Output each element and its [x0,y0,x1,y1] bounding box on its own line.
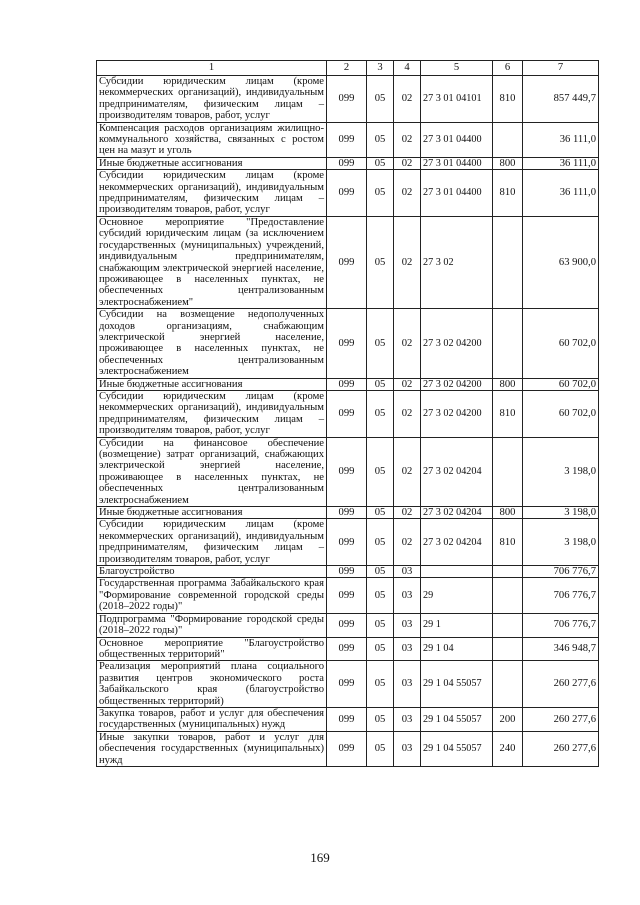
section-code: 05 [367,637,394,661]
section-code: 05 [367,566,394,578]
subsection-code: 02 [394,437,421,506]
amount: 60 702,0 [523,390,599,437]
item-name: Субсидии на финансовое обеспечение (возмещение) затрат организаций, снабжающих электрической энергией население, проживающее в населенных пунктах, не обеспеченных централизованным электроснабжением [97,437,327,506]
expense-type-code: 810 [493,519,523,566]
amount: 706 776,7 [523,613,599,637]
header-cell: 2 [327,61,367,76]
expense-type-code: 200 [493,707,523,731]
expense-type-code: 800 [493,507,523,519]
target-article-code: 29 1 [421,613,493,637]
expense-type-code [493,578,523,613]
amount: 3 198,0 [523,507,599,519]
table-row [97,566,599,578]
subsection-code: 03 [394,613,421,637]
target-article-code: 27 3 02 04204 [421,507,493,519]
ministry-code: 099 [327,707,367,731]
section-code: 05 [367,216,394,308]
expense-type-code: 810 [493,390,523,437]
subsection-code: 03 [394,637,421,661]
expense-type-code: 810 [493,170,523,217]
table-row [97,216,599,308]
table-row [97,76,599,123]
subsection-code: 03 [394,578,421,613]
table-row [97,170,599,217]
ministry-code: 099 [327,122,367,157]
table-row [97,437,599,506]
ministry-code: 099 [327,378,367,390]
table-row [97,507,599,519]
expense-type-code: 240 [493,731,523,766]
expense-type-code: 800 [493,157,523,169]
item-name: Субсидии юридическим лицам (кроме некоммерческих организаций), индивидуальным предпринимателям, физическим лицам – производителям товаров, работ, услуг [97,519,327,566]
section-code: 05 [367,661,394,708]
table-row [97,661,599,708]
target-article-code: 27 3 01 04101 [421,76,493,123]
target-article-code: 27 3 02 04204 [421,437,493,506]
ministry-code: 099 [327,216,367,308]
expense-type-code: 810 [493,76,523,123]
expense-type-code [493,309,523,378]
ministry-code: 099 [327,613,367,637]
subsection-code: 02 [394,216,421,308]
item-name: Основное мероприятие "Предоставление субсидий юридическим лицам (за исключением государственных (муниципальных) учреждений, индивидуальным предпринимателям, снабжающим электрической энергией население, проживающее в населенных пунктах, не обеспеченных централизованным электроснабжением" [97,216,327,308]
table-row [97,637,599,661]
section-code: 05 [367,378,394,390]
table-row [97,309,599,378]
target-article-code: 27 3 02 04204 [421,519,493,566]
amount: 260 277,6 [523,707,599,731]
target-article-code: 29 1 04 55057 [421,707,493,731]
expense-type-code [493,613,523,637]
target-article-code: 29 1 04 55057 [421,661,493,708]
amount: 63 900,0 [523,216,599,308]
table-row [97,613,599,637]
target-article-code: 27 3 02 04200 [421,378,493,390]
subsection-code: 02 [394,378,421,390]
subsection-code: 02 [394,157,421,169]
section-code: 05 [367,157,394,169]
item-name: Реализация мероприятий плана социального развития центров экономического роста Забайкальского края (благоустройство общественных территорий) [97,661,327,708]
table-row [97,731,599,766]
subsection-code: 02 [394,76,421,123]
amount: 260 277,6 [523,661,599,708]
ministry-code: 099 [327,507,367,519]
expense-type-code: 800 [493,378,523,390]
section-code: 05 [367,507,394,519]
ministry-code: 099 [327,309,367,378]
subsection-code: 03 [394,661,421,708]
subsection-code: 03 [394,566,421,578]
item-name: Благоустройство [97,566,327,578]
target-article-code: 27 3 01 04400 [421,157,493,169]
amount: 3 198,0 [523,519,599,566]
ministry-code: 099 [327,566,367,578]
section-code: 05 [367,309,394,378]
table-header-row [97,61,599,76]
target-article-code: 27 3 02 [421,216,493,308]
section-code: 05 [367,707,394,731]
target-article-code: 29 1 04 55057 [421,731,493,766]
target-article-code: 29 1 04 [421,637,493,661]
item-name: Государственная программа Забайкальского края "Формирование современной городской среды (2018–2022 годы)" [97,578,327,613]
target-article-code: 27 3 01 04400 [421,122,493,157]
amount: 346 948,7 [523,637,599,661]
section-code: 05 [367,390,394,437]
subsection-code: 02 [394,519,421,566]
header-cell: 4 [394,61,421,76]
table-row [97,157,599,169]
subsection-code: 03 [394,731,421,766]
amount: 706 776,7 [523,566,599,578]
ministry-code: 099 [327,437,367,506]
header-cell: 3 [367,61,394,76]
subsection-code: 02 [394,122,421,157]
target-article-code [421,566,493,578]
page-number: 169 [310,850,330,865]
table-row [97,390,599,437]
item-name: Субсидии юридическим лицам (кроме некоммерческих организаций), индивидуальным предпринимателям, физическим лицам – производителям товаров, работ, услуг [97,76,327,123]
ministry-code: 099 [327,170,367,217]
ministry-code: 099 [327,578,367,613]
subsection-code: 02 [394,390,421,437]
table-row [97,378,599,390]
item-name: Основное мероприятие "Благоустройство общественных территорий" [97,637,327,661]
section-code: 05 [367,519,394,566]
item-name: Иные бюджетные ассигнования [97,157,327,169]
item-name: Субсидии на возмещение недополученных доходов организациям, снабжающим электрической энергией население, проживающее в населенных пунктах, не обеспеченных централизованным электроснабжением [97,309,327,378]
subsection-code: 02 [394,507,421,519]
amount: 3 198,0 [523,437,599,506]
section-code: 05 [367,170,394,217]
item-name: Субсидии юридическим лицам (кроме некоммерческих организаций), индивидуальным предпринимателям, физическим лицам – производителям товаров, работ, услуг [97,390,327,437]
table-row [97,578,599,613]
amount: 260 277,6 [523,731,599,766]
expense-type-code [493,437,523,506]
header-cell: 5 [421,61,493,76]
subsection-code: 03 [394,707,421,731]
section-code: 05 [367,122,394,157]
expense-type-code [493,661,523,708]
item-name: Подпрограмма "Формирование городской среды (2018–2022 годы)" [97,613,327,637]
section-code: 05 [367,76,394,123]
expense-type-code [493,216,523,308]
amount: 36 111,0 [523,170,599,217]
item-name: Субсидии юридическим лицам (кроме некоммерческих организаций), индивидуальным предпринимателям, физическим лицам – производителям товаров, работ, услуг [97,170,327,217]
target-article-code: 27 3 02 04200 [421,390,493,437]
item-name: Иные бюджетные ассигнования [97,507,327,519]
table-row [97,707,599,731]
header-cell: 1 [97,61,327,76]
section-code: 05 [367,578,394,613]
section-code: 05 [367,437,394,506]
target-article-code: 27 3 02 04200 [421,309,493,378]
subsection-code: 02 [394,170,421,217]
amount: 36 111,0 [523,157,599,169]
item-name: Иные закупки товаров, работ и услуг для обеспечения государственных (муниципальных) нужд [97,731,327,766]
section-code: 05 [367,613,394,637]
ministry-code: 099 [327,76,367,123]
target-article-code: 27 3 01 04400 [421,170,493,217]
table-row [97,519,599,566]
expense-type-code [493,637,523,661]
item-name: Компенсация расходов организациям жилищно-коммунального хозяйства, связанных с ростом цен на мазут и уголь [97,122,327,157]
subsection-code: 02 [394,309,421,378]
item-name: Иные бюджетные ассигнования [97,378,327,390]
ministry-code: 099 [327,157,367,169]
amount: 706 776,7 [523,578,599,613]
ministry-code: 099 [327,519,367,566]
table-row [97,122,599,157]
header-cell: 6 [493,61,523,76]
ministry-code: 099 [327,731,367,766]
budget-table [96,60,599,767]
amount: 60 702,0 [523,309,599,378]
header-cell: 7 [523,61,599,76]
ministry-code: 099 [327,661,367,708]
amount: 857 449,7 [523,76,599,123]
expense-type-code [493,566,523,578]
target-article-code: 29 [421,578,493,613]
amount: 36 111,0 [523,122,599,157]
expense-type-code [493,122,523,157]
ministry-code: 099 [327,390,367,437]
ministry-code: 099 [327,637,367,661]
amount: 60 702,0 [523,378,599,390]
item-name: Закупка товаров, работ и услуг для обеспечения государственных (муниципальных) нужд [97,707,327,731]
section-code: 05 [367,731,394,766]
